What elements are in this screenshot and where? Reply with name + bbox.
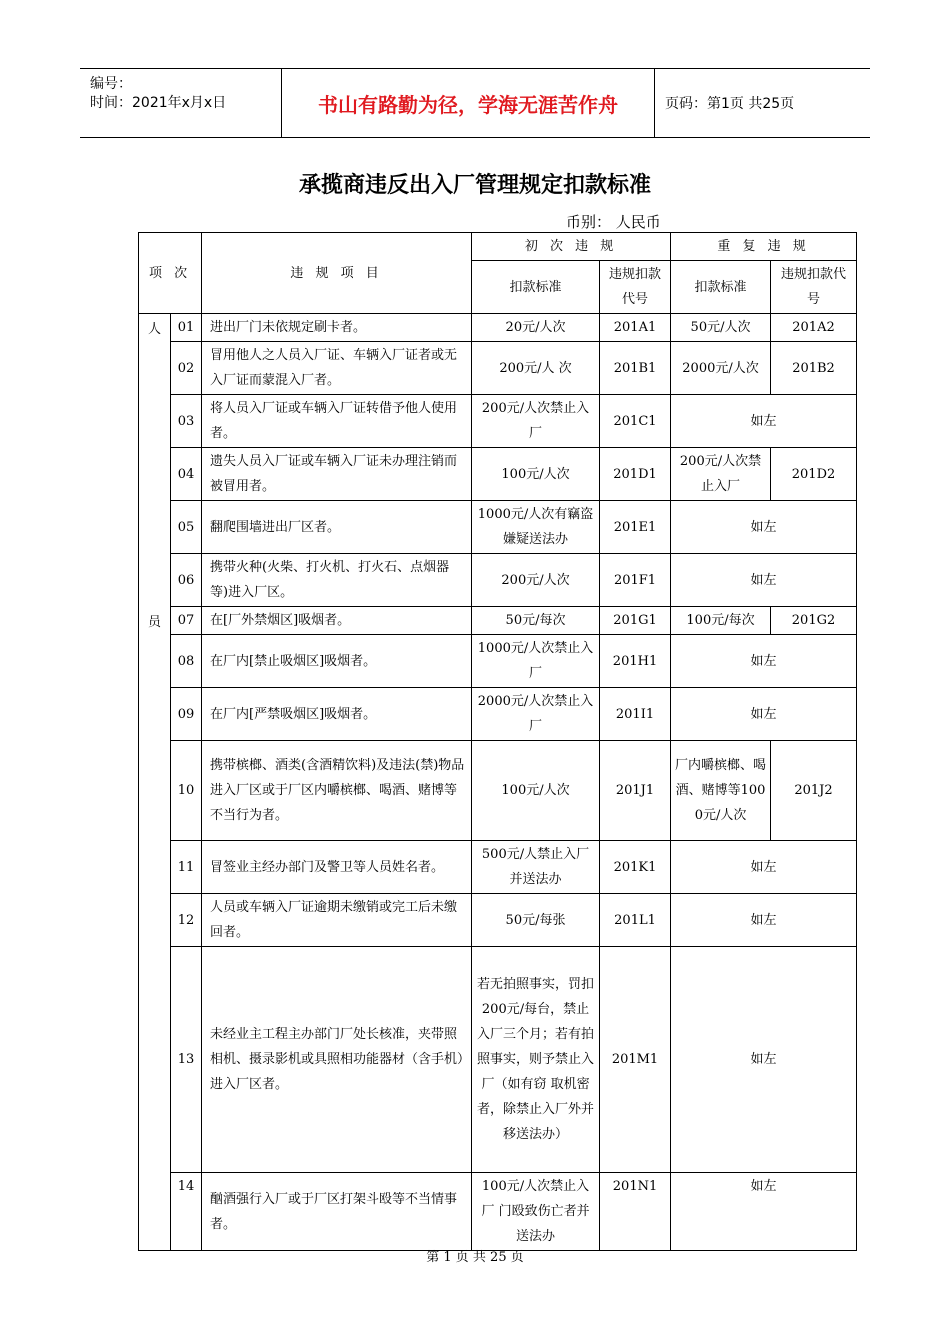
table-row — [139, 894, 857, 947]
first-penalty-code: 201M1 — [600, 947, 671, 1173]
first-penalty-code: 201F1 — [600, 554, 671, 607]
table-row — [139, 314, 857, 342]
document-header — [80, 68, 870, 138]
table-row — [139, 741, 857, 841]
first-penalty-standard: 200元/人 次 — [472, 342, 600, 395]
violation-description: 冒签业主经办部门及警卫等人员姓名者。 — [202, 841, 472, 894]
first-penalty-code: 201B1 — [600, 342, 671, 395]
violation-description: 人员或车辆入厂证逾期未缴销或完工后未缴回者。 — [202, 894, 472, 947]
penalty-table — [138, 232, 857, 1251]
first-penalty-standard: 2000元/人次禁止入厂 — [472, 688, 600, 741]
table-row — [139, 1173, 857, 1251]
header-info — [80, 69, 282, 137]
item-number: 03 — [171, 395, 202, 448]
page-label: 页码：第1页 共25页 — [665, 96, 795, 112]
repeat-penalty-standard: 100元/每次 — [671, 607, 771, 635]
violation-description: 进出厂门未依规定刷卡者。 — [202, 314, 472, 342]
violation-description: 冒用他人之人员入厂证、车辆入厂证者或无入厂证而蒙混入厂者。 — [202, 342, 472, 395]
item-number: 10 — [171, 741, 202, 841]
currency-label: 币别： 人民币 — [566, 213, 661, 231]
repeat-penalty-same: 如左 — [671, 841, 857, 894]
repeat-penalty-standard: 50元/人次 — [671, 314, 771, 342]
item-number: 06 — [171, 554, 202, 607]
violation-description: 将人员入厂证或车辆入厂证转借予他人使用者。 — [202, 395, 472, 448]
first-penalty-standard: 500元/人禁止入厂并送法办 — [472, 841, 600, 894]
item-number: 04 — [171, 448, 202, 501]
first-penalty-standard: 100元/人次 — [472, 741, 600, 841]
first-penalty-standard: 100元/人次禁止入厂 门殴致伤亡者并送法办 — [472, 1173, 600, 1251]
item-number: 08 — [171, 635, 202, 688]
first-penalty-standard: 若无拍照事实，罚扣200元/每台，禁止入厂三个月；若有拍照事实，则予禁止入厂（如有窃 取机密者，除禁止入厂外并移送法办） — [472, 947, 600, 1173]
first-penalty-standard: 200元/人次 — [472, 554, 600, 607]
first-penalty-code: 201J1 — [600, 741, 671, 841]
item-number: 11 — [171, 841, 202, 894]
item-number: 14 — [171, 1173, 202, 1251]
repeat-penalty-same: 如左 — [671, 554, 857, 607]
violation-description: 翻爬围墙进出厂区者。 — [202, 501, 472, 554]
first-penalty-code: 201H1 — [600, 635, 671, 688]
repeat-penalty-standard: 2000元/人次 — [671, 342, 771, 395]
first-penalty-standard: 50元/每张 — [472, 894, 600, 947]
violation-description: 在厂内[禁止吸烟区]吸烟者。 — [202, 635, 472, 688]
first-penalty-standard: 20元/人次 — [472, 314, 600, 342]
first-penalty-code: 201D1 — [600, 448, 671, 501]
item-number: 02 — [171, 342, 202, 395]
repeat-penalty-code: 201G2 — [771, 607, 857, 635]
header-row — [139, 233, 857, 261]
item-number: 13 — [171, 947, 202, 1173]
header-first-standard: 扣款标准 — [472, 261, 600, 314]
first-penalty-code: 201N1 — [600, 1173, 671, 1251]
first-penalty-standard: 200元/人次禁止入厂 — [472, 395, 600, 448]
repeat-penalty-code: 201A2 — [771, 314, 857, 342]
violation-description: 遗失人员入厂证或车辆入厂证未办理注销而被冒用者。 — [202, 448, 472, 501]
repeat-penalty-code: 201J2 — [771, 741, 857, 841]
repeat-penalty-standard: 厂内嚼槟榔、喝酒、赌博等1000元/人次 — [671, 741, 771, 841]
header-description: 违 规 项 目 — [202, 233, 472, 314]
item-number: 12 — [171, 894, 202, 947]
header-repeat-violation: 重 复 违 规 — [671, 233, 857, 261]
violation-description: 未经业主工程主办部门厂处长核准，夹带照相机、摄录影机或具照相功能器材（含手机）进入厂区者。 — [202, 947, 472, 1173]
first-penalty-standard: 100元/人次 — [472, 448, 600, 501]
table-row — [139, 554, 857, 607]
date-label: 时间：2021年x月x日 — [90, 95, 227, 111]
violation-description: 酗酒强行入厂或于厂区打架斗殴等不当情事者。 — [202, 1173, 472, 1251]
repeat-penalty-code: 201D2 — [771, 448, 857, 501]
violation-description: 在[厂外禁烟区]吸烟者。 — [202, 607, 472, 635]
category-label-top: 人 — [147, 322, 161, 337]
repeat-penalty-same: 如左 — [671, 947, 857, 1173]
first-penalty-standard: 50元/每次 — [472, 607, 600, 635]
category-cell — [139, 314, 171, 1251]
number-label: 编号： — [90, 76, 132, 92]
first-penalty-code: 201K1 — [600, 841, 671, 894]
first-penalty-code: 201E1 — [600, 501, 671, 554]
first-penalty-code: 201L1 — [600, 894, 671, 947]
item-number: 05 — [171, 501, 202, 554]
repeat-penalty-same: 如左 — [671, 501, 857, 554]
table-row — [139, 342, 857, 395]
header-repeat-code: 违规扣款代号 — [771, 261, 857, 314]
table-row — [139, 635, 857, 688]
table-row — [139, 395, 857, 448]
first-penalty-code: 201C1 — [600, 395, 671, 448]
item-number: 09 — [171, 688, 202, 741]
violation-description: 在厂内[严禁吸烟区]吸烟者。 — [202, 688, 472, 741]
repeat-penalty-same: 如左 — [671, 395, 857, 448]
table-row — [139, 607, 857, 635]
table-row — [139, 688, 857, 741]
first-penalty-code: 201A1 — [600, 314, 671, 342]
page-footer: 第 1 页 共 25 页 — [426, 1250, 524, 1265]
table-row — [139, 448, 857, 501]
first-penalty-code: 201I1 — [600, 688, 671, 741]
repeat-penalty-same: 如左 — [671, 688, 857, 741]
header-repeat-standard: 扣款标准 — [671, 261, 771, 314]
table-row — [139, 501, 857, 554]
first-penalty-standard: 1000元/人次禁止入厂 — [472, 635, 600, 688]
page-title: 承揽商违反出入厂管理规定扣款标准 — [298, 173, 651, 198]
repeat-penalty-same: 如左 — [671, 635, 857, 688]
header-item-no: 项 次 — [139, 233, 202, 314]
header-first-violation: 初 次 违 规 — [472, 233, 671, 261]
item-number: 07 — [171, 607, 202, 635]
header-first-code: 违规扣款代号 — [600, 261, 671, 314]
repeat-penalty-same: 如左 — [671, 1173, 857, 1251]
repeat-penalty-standard: 200元/人次禁止入厂 — [671, 448, 771, 501]
violation-description: 携带槟榔、酒类(含酒精饮料)及违法(禁)物品进入厂区或于厂区内嚼槟榔、喝酒、赌博等不当行为者。 — [202, 741, 472, 841]
repeat-penalty-same: 如左 — [671, 894, 857, 947]
category-label-bottom: 员 — [147, 615, 161, 630]
item-number: 01 — [171, 314, 202, 342]
first-penalty-code: 201G1 — [600, 607, 671, 635]
repeat-penalty-code: 201B2 — [771, 342, 857, 395]
violation-description: 携带火种(火柴、打火机、打火石、点烟器等)进入厂区。 — [202, 554, 472, 607]
table-row — [139, 947, 857, 1173]
first-penalty-standard: 1000元/人次有竊盗嫌疑送法办 — [472, 501, 600, 554]
table-row — [139, 841, 857, 894]
motto: 书山有路勤为径，学海无涯苦作舟 — [282, 69, 655, 137]
